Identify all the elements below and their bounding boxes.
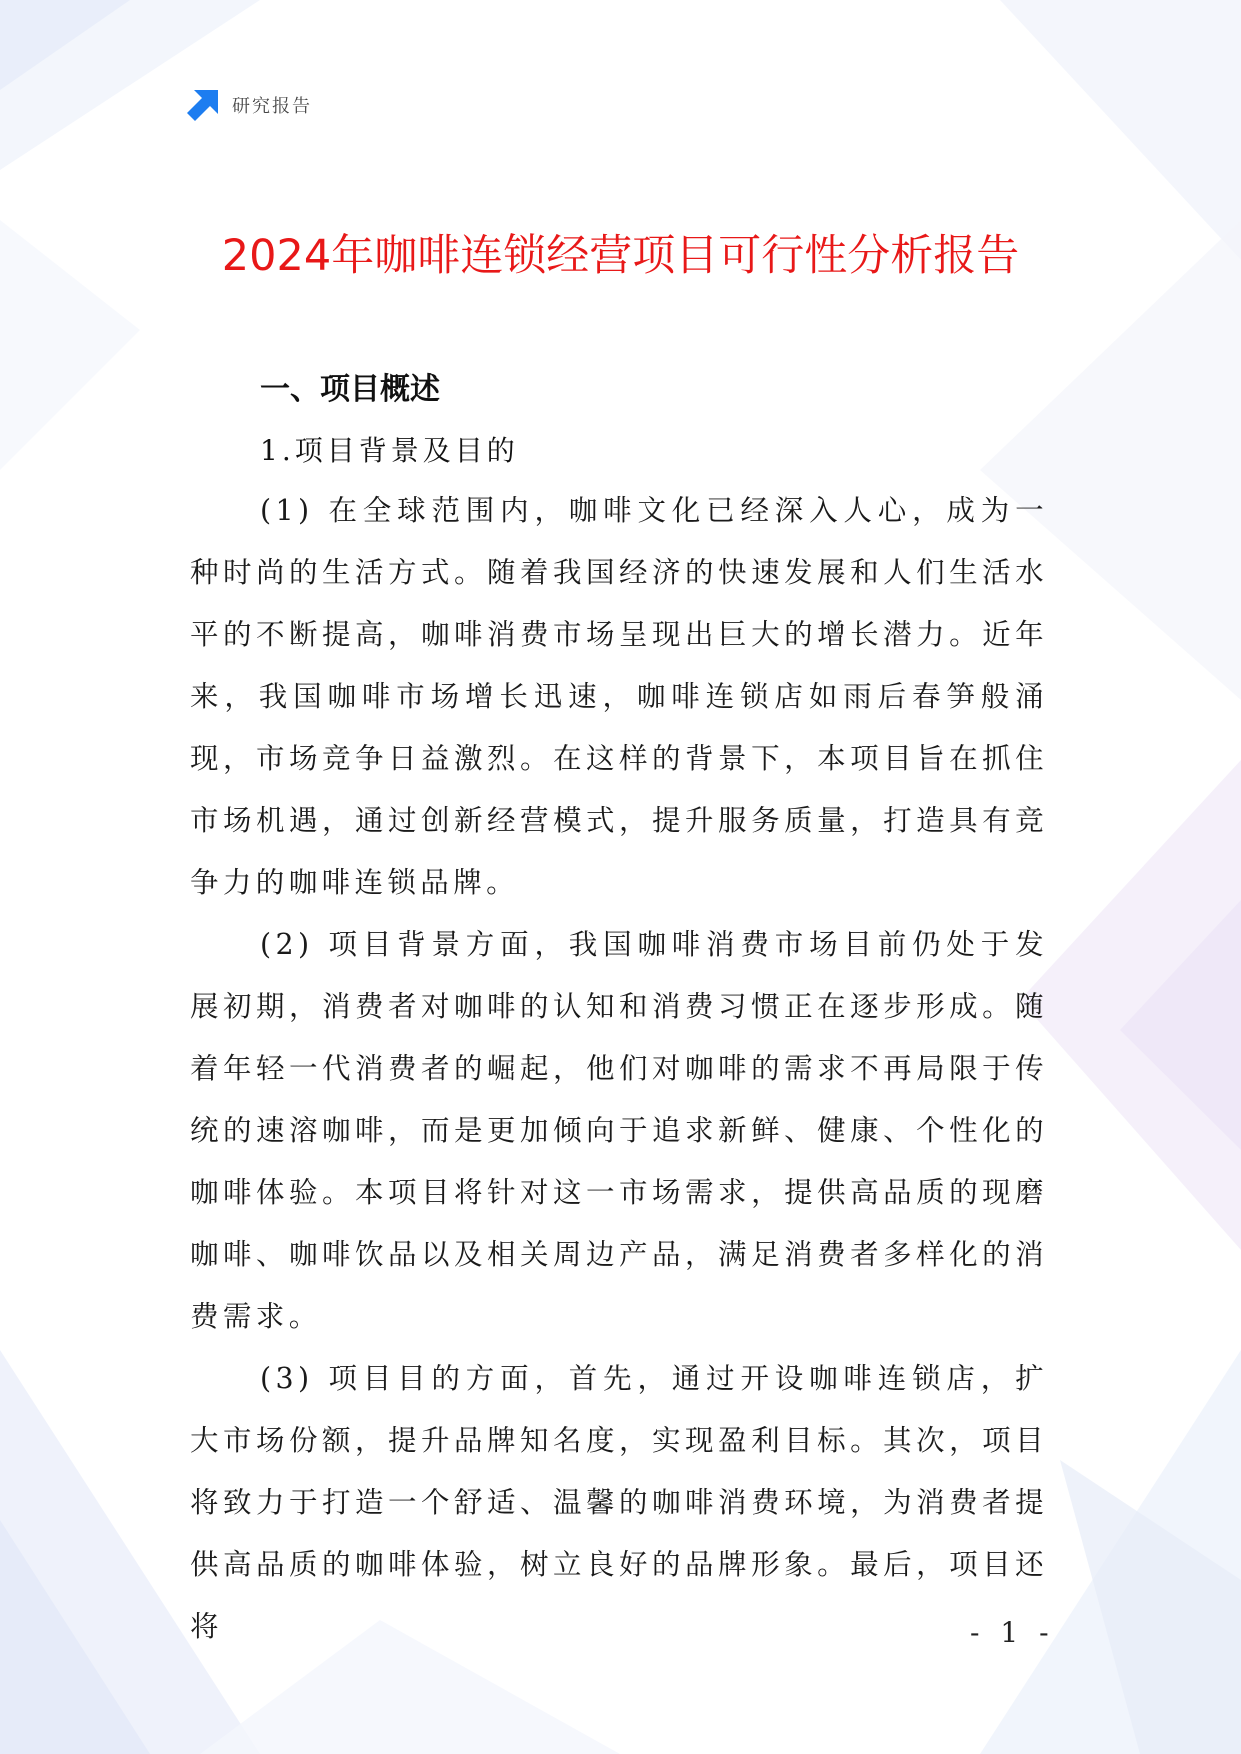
paragraph-2: (2) 项目背景方面，我国咖啡消费市场目前仍处于发展初期，消费者对咖啡的认知和消费习惯正在逐步形成。随着年轻一代消费者的崛起，他们对咖啡的需求不再局限于传统的速溶咖啡，而是更加倾向于追求新鲜、健康、个性化的咖啡体验。本项目将针对这一市场需求，提供高品质的现磨咖啡、咖啡饮品以及相关周边产品，满足消费者多样化的消费需求。 bbox=[190, 928, 1048, 1333]
paragraph-3: (3) 项目目的方面，首先，通过开设咖啡连锁店，扩大市场份额，提升品牌知名度，实现盈利目标。其次，项目将致力于打造一个舒适、温馨的咖啡消费环境，为消费者提供高品质的咖啡体验，树立良好的品牌形象。最后，项目还将 bbox=[190, 1362, 1048, 1643]
document-title: 2024年咖啡连锁经营项目可行性分析报告 bbox=[221, 231, 1020, 281]
paragraph-1: (1) 在全球范围内，咖啡文化已经深入人心，成为一种时尚的生活方式。随着我国经济的快速发展和人们生活水平的不断提高，咖啡消费市场呈现出巨大的增长潜力。近年来，我国咖啡市场增长迅速，咖啡连锁店如雨后春笋般涌现，市场竞争日益激烈。在这样的背景下，本项目旨在抓住市场机遇，通过创新经营模式，提升服务质量，打造具有竞争力的咖啡连锁品牌。 bbox=[190, 494, 1048, 899]
document-body bbox=[190, 350, 1048, 1658]
section-heading: 一、项目概述 bbox=[260, 372, 440, 407]
arrow-up-right-icon bbox=[186, 88, 220, 122]
page-number: - 1 - bbox=[970, 1616, 1055, 1649]
sub-heading: 1.项目背景及目的 bbox=[260, 434, 519, 467]
header-label: 研究报告 bbox=[232, 96, 312, 117]
report-header bbox=[186, 88, 312, 122]
